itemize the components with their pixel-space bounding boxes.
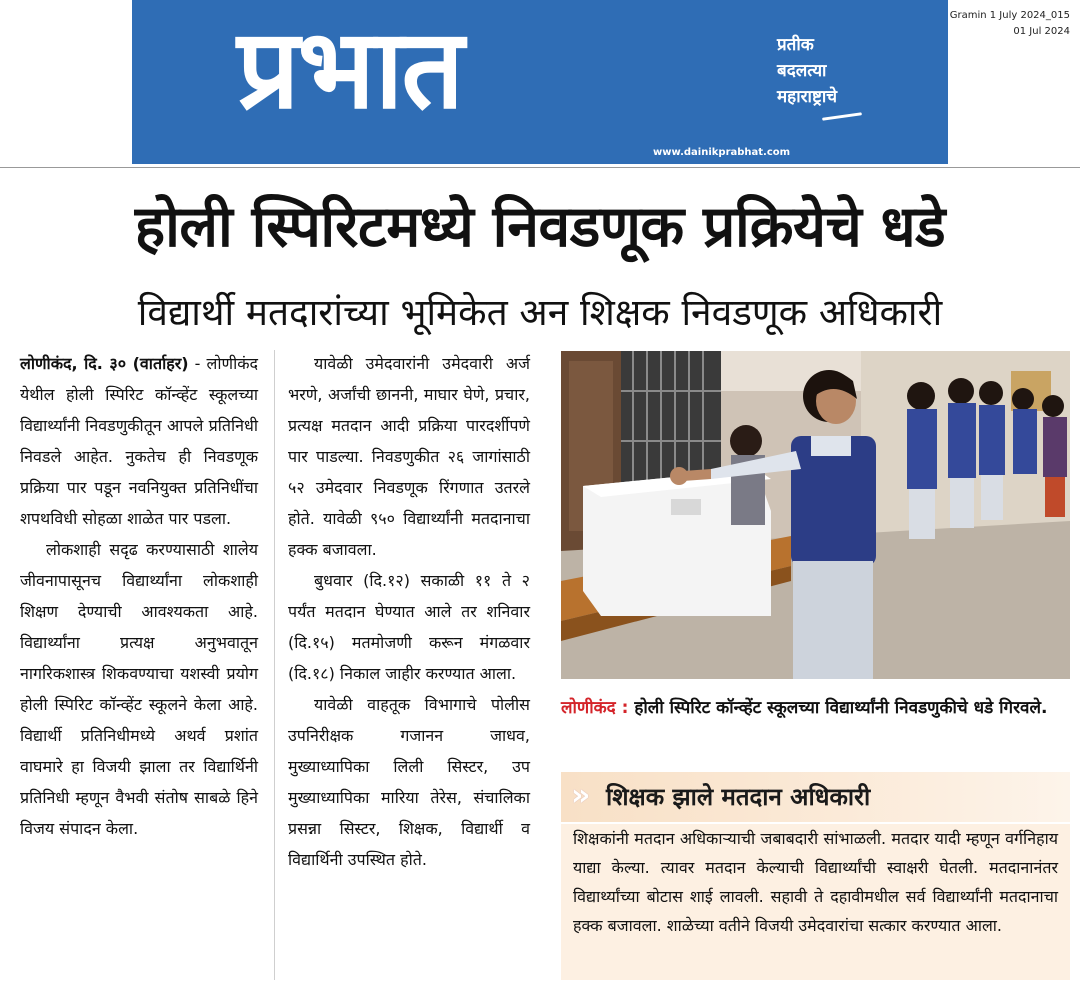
article-column-1 [20, 348, 258, 844]
tagline-line-1: प्रतीक [777, 35, 814, 55]
newspaper-logo: प्रभात [237, 5, 463, 133]
tagline-line-2: बदलत्या [777, 61, 827, 81]
tagline-line-3: महाराष्ट्राचे [777, 87, 838, 107]
caption-text: होली स्पिरिट कॉन्व्हेंट स्कूलच्या विद्यार्थ्यांनी निवडणुकीचे धडे गिरवले. [634, 698, 1048, 718]
sidebar-story-body [561, 824, 1070, 980]
article-headline: होली स्पिरिटमध्ये निवडणूक प्रक्रियेचे धडे [134, 194, 946, 260]
article-paragraph: यावेळी वाहतूक विभागाचे पोलीस उपनिरीक्षक गजानन जाधव, मुख्याध्यापिका लिली सिस्टर, उप मुख्याध्यापिका मारिया तेरेस, संचालिका प्रसन्ना सिस्टर, शिक्षक, विद्यार्थी व विद्यार्थिनी उपस्थित होते. [288, 695, 530, 869]
edition-date: 01 Jul 2024 [1013, 26, 1070, 37]
article-paragraph: बुधवार (दि.१२) सकाळी ११ ते २ पर्यंत मतदान घेण्यात आले तर शनिवार (दि.१५) मतमोजणी करून मंगळवार (दि.१८) निकाल जाहीर करण्यात आला. [288, 571, 530, 683]
article-paragraph: लोकशाही सदृढ करण्यासाठी शालेय जीवनापासूनच विद्यार्थ्यांना लोकशाही शिक्षण देण्याची आवश्यकता आहे. विद्यार्थ्यांना प्रत्यक्ष अनुभवातून नागरिकशास्त्र शिकवण्याचा यशस्वी प्रयोग होली स्पिरिट कॉन्व्हेंट स्कूलने केला आहे. विद्यार्थी प्रतिनिधीमध्ये अथर्व प्रशांत वाघमारे हा विजयी झाला तर विद्यार्थिनी प्रतिनिधी म्हणून वैभवी संतोष साबळे हिने विजय संपादन केला. [20, 540, 258, 838]
article-lead-text: - लोणीकंद येथील होली स्पिरिट कॉन्व्हेंट स्कूलच्या विद्यार्थ्यांनी निवडणुकीतून आपले प्रतिनिधी निवडले आहेत. नुकतेच ही निवडणूक प्रक्रिया पार पडून नवनियुक्त प्रतिनिधींचा शपथविधी सोहळा शाळेत पार पडला. [20, 354, 258, 528]
tagline-swoosh-icon [822, 112, 862, 121]
masthead [132, 0, 948, 164]
edition-info [950, 8, 1070, 40]
article-paragraph [20, 348, 258, 534]
article-dateline: लोणीकंद, दि. ३० (वार्ताहर) [20, 354, 189, 373]
sidebar-story-title: शिक्षक झाले मतदान अधिकारी [606, 783, 871, 811]
caption-place: लोणीकंद : [561, 698, 629, 718]
chevron-double-right-icon: » [571, 778, 591, 813]
masthead-divider [0, 167, 1080, 168]
article-paragraph: यावेळी उमेदवारांनी उमेदवारी अर्ज भरणे, अर्जांची छाननी, माघार घेणे, प्रचार, प्रत्यक्ष मतदान आदी प्रक्रिया पारदर्शीपणे पार पाडल्या. निवडणुकीत २६ जागांसाठी ५२ उमेदवार निवडणूक रिंगणात उतरले होते. यावेळी ९५० विद्यार्थ्यांनी मतदानाचा हक्क बजावला. [288, 354, 530, 559]
news-photo [561, 351, 1070, 679]
sidebar-story-header [561, 772, 1070, 822]
article-subheadline: विद्यार्थी मतदारांच्या भूमिकेत अन शिक्षक निवडणूक अधिकारी [137, 291, 943, 334]
edition-name: Gramin 1 July 2024_015 [949, 10, 1070, 21]
article-column-2 [288, 348, 530, 875]
masthead-website: www.dainikprabhat.com [653, 147, 791, 158]
voting-scene-image [561, 351, 1070, 679]
masthead-tagline [777, 32, 837, 110]
sidebar-story-text: शिक्षकांनी मतदान अधिकाऱ्याची जबाबदारी सांभाळली. मतदार यादी म्हणून वर्गनिहाय याद्या केल्या. त्यावर मतदान केल्याची विद्यार्थ्यांची स्वाक्षरी घेतली. मतदानानंतर विद्यार्थ्यांच्या बोटास शाई लावली. सहावी ते दहावीमधील सर्व विद्यार्थ्यांनी मतदानाचा हक्क बजावला. शाळेच्या वतीने विजयी उमेदवारांचा सत्कार करण्यात आला. [573, 829, 1058, 935]
photo-caption [561, 693, 1070, 723]
column-divider [274, 350, 275, 980]
